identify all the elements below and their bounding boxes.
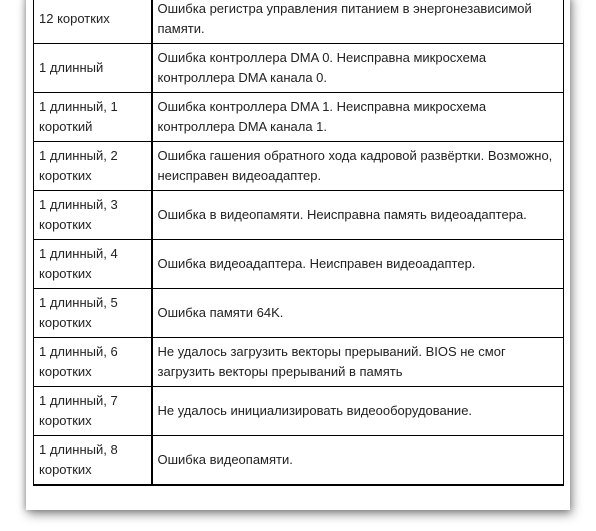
table-row: [34, 387, 564, 436]
beep-signal-cell: 1 длинный, 2 коротких: [34, 142, 152, 191]
error-description-cell: Ошибка контроллера DMA 1. Неисправна микросхема контроллера DMA канала 1.: [152, 93, 564, 142]
table-row: [34, 436, 564, 485]
beep-signal-cell: 1 длинный, 3 коротких: [34, 191, 152, 240]
beep-signal-cell: 1 длинный, 1 короткий: [34, 93, 152, 142]
beep-signal-cell: 1 длинный: [34, 44, 152, 93]
beep-signal-cell: 1 длинный, 8 коротких: [34, 436, 152, 485]
beep-codes-table: [33, 0, 564, 486]
table-row: [34, 44, 564, 93]
error-description-cell: Ошибка контроллера DMA 0. Неисправна микросхема контроллера DMA канала 0.: [152, 44, 564, 93]
beep-signal-cell: 1 длинный, 7 коротких: [34, 387, 152, 436]
error-description-cell: Ошибка регистра управления питанием в энергонезависимой памяти.: [152, 0, 564, 44]
error-description-cell: Не удалось инициализировать видеооборудование.: [152, 387, 564, 436]
beep-signal-cell: 1 длинный, 4 коротких: [34, 240, 152, 289]
table-row: [34, 0, 564, 44]
table-row: [34, 142, 564, 191]
table-row: [34, 338, 564, 387]
beep-signal-cell: 1 длинный, 6 коротких: [34, 338, 152, 387]
error-description-cell: Ошибка памяти 64K.: [152, 289, 564, 338]
table-row: [34, 93, 564, 142]
table-row: [34, 240, 564, 289]
table-row: [34, 289, 564, 338]
beep-signal-cell: 12 коротких: [34, 0, 152, 44]
error-description-cell: Ошибка гашения обратного хода кадровой развёртки. Возможно, неисправен видеоадаптер.: [152, 142, 564, 191]
document-page: [26, 0, 570, 510]
error-description-cell: Ошибка видеоадаптера. Неисправен видеоадаптер.: [152, 240, 564, 289]
error-description-cell: Не удалось загрузить векторы прерываний. BIOS не смог загрузить векторы прерываний в память: [152, 338, 564, 387]
beep-signal-cell: 1 длинный, 5 коротких: [34, 289, 152, 338]
error-description-cell: Ошибка в видеопамяти. Неисправна память видеоадаптера.: [152, 191, 564, 240]
table-row: [34, 191, 564, 240]
error-description-cell: Ошибка видеопамяти.: [152, 436, 564, 485]
